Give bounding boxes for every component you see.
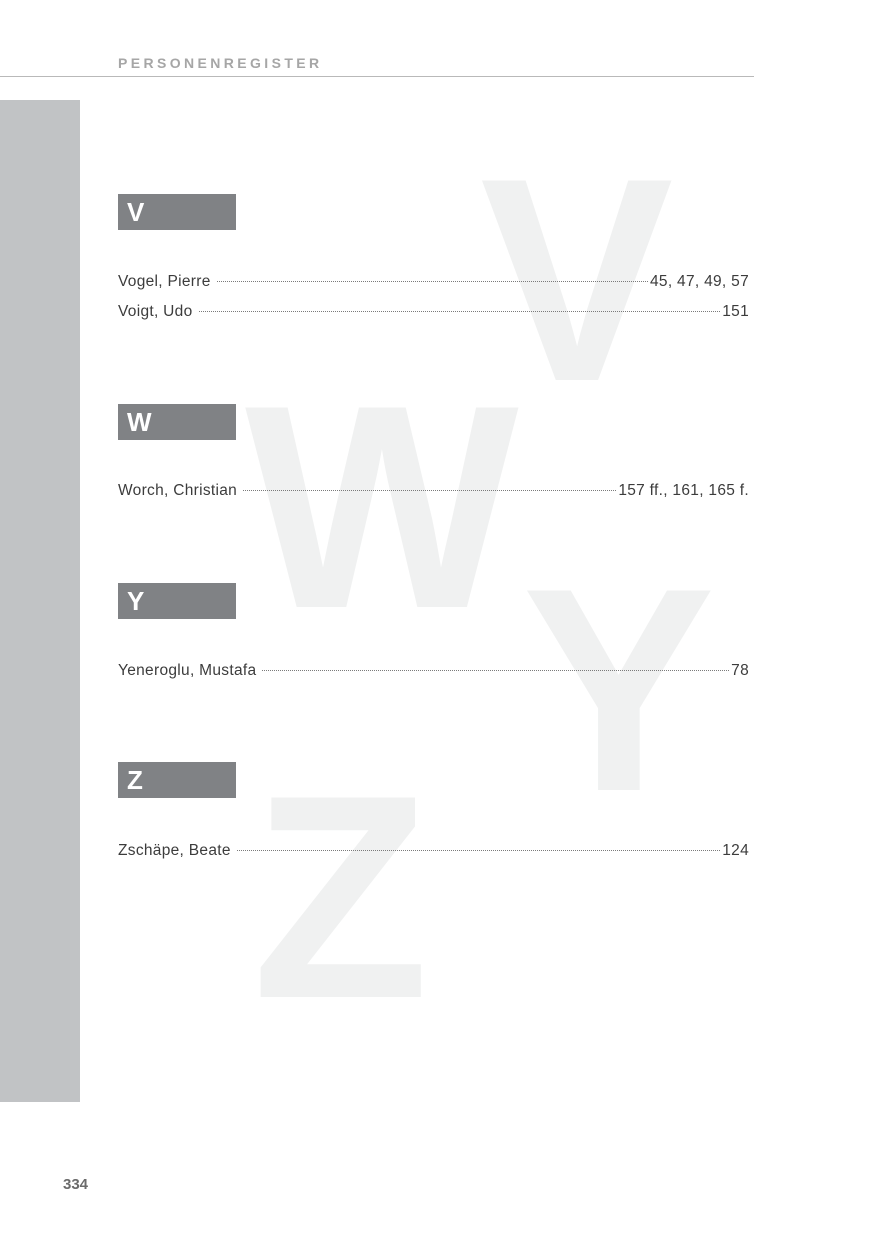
index-entry [118, 273, 749, 295]
entry-name: Voigt, Udo [118, 303, 193, 320]
index-entry [118, 303, 749, 325]
entry-name: Vogel, Pierre [118, 273, 211, 290]
side-band [0, 100, 80, 1102]
section-letter-z: Z [118, 762, 236, 798]
index-entry [118, 662, 749, 684]
entry-name: Worch, Christian [118, 482, 238, 499]
dot-leader [262, 670, 729, 671]
entry-pages: 78 [731, 662, 749, 679]
watermark-letter-z: Z [252, 735, 430, 1059]
section-letter-w: W [118, 404, 236, 440]
entry-pages: 45, 47, 49, 57 [649, 273, 749, 290]
entry-pages: 157 ff., 161, 165 f. [618, 482, 749, 499]
index-entry [118, 482, 749, 504]
header-rule [0, 76, 754, 77]
entry-name: Zschäpe, Beate [118, 842, 231, 859]
page-number: 334 [63, 1176, 89, 1193]
index-entry [118, 842, 749, 864]
entry-pages: 124 [722, 842, 749, 859]
entry-name: Yeneroglu, Mustafa [118, 662, 257, 679]
dot-leader [217, 281, 648, 282]
running-head: PERSONENREGISTER [118, 55, 323, 71]
watermark-letter-v: V [480, 118, 674, 442]
dot-leader [237, 850, 720, 851]
section-letter-v: V [118, 194, 236, 230]
watermark-letter-y: Y [522, 528, 716, 852]
section-letter-y: Y [118, 583, 236, 619]
dot-leader [243, 490, 616, 491]
watermark-letter-w: W [245, 345, 519, 669]
dot-leader [199, 311, 721, 312]
entry-pages: 151 [722, 303, 749, 320]
